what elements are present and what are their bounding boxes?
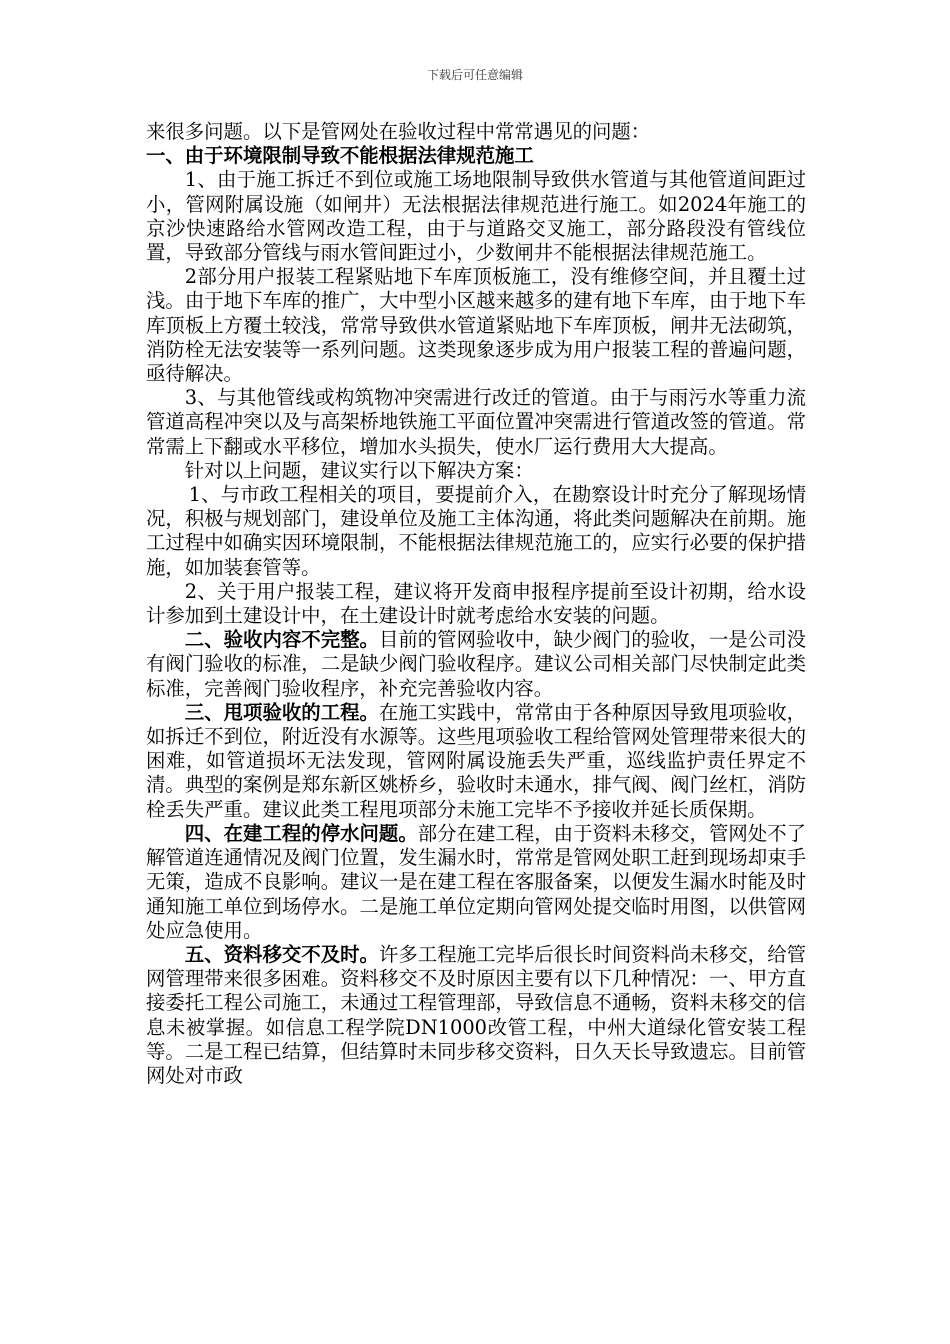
paragraph-text: 在施工实践中，常常由于各种原因导致甩项验收，如拆迁不到位，附近没有水源等。这些甩项验收工程给管网处管理带来很大的困难，如管道损坏无法发现，管网附属设施丢失严重，巡线监护责任界定不清。典型的案例是郑东新区姚桥乡，验收时未通水，排气阀、阀门丝杠，消防栓丢失严重。建议此类工程甩项部分未施工完毕不予接收并延长质保期。 bbox=[146, 700, 807, 821]
paragraph: 来很多问题。以下是管网处在验收过程中常常遇见的问题： bbox=[146, 120, 651, 143]
paragraph: 2部分用户报装工程紧贴地下车库顶板施工，没有维修空间，并且覆土过浅。由于地下车库的推广，大中型小区越来越多的建有地下车库，由于地下车库顶板上方覆土较浅，常常导致供水管道紧贴地下车库顶板，闸井无法砌筑，消防栓无法安装等一系列问题。这类现象逐步成为用户报装工程的普遍问题，亟待解决。 bbox=[146, 265, 806, 386]
document-body bbox=[146, 120, 806, 1088]
paragraph bbox=[146, 822, 806, 943]
paragraph bbox=[146, 943, 806, 1088]
page-header: 下载后可任意编辑 bbox=[426, 68, 523, 82]
section-heading: 二、验收内容不完整。 bbox=[184, 628, 379, 652]
section-heading: 四、在建工程的停水问题。 bbox=[184, 821, 418, 845]
section-heading: 五、资料移交不及时。 bbox=[184, 942, 379, 966]
section-heading: 三、甩项验收的工程。 bbox=[184, 700, 379, 724]
paragraph-text: 许多工程施工完毕后很长时间资料尚未移交，给管网管理带来很多困难。资料移交不及时原因主要有以下几种情况：一、甲方直接委托工程公司施工，未通过工程管理部，导致信息不通畅，资料未移交的信息未被掌握。如信息工程学院DN1000改管工程，中州大道绿化管安装工程等。二是工程已结算，但结算时未同步移交资料，日久天长导致遗忘。目前管网处对市政 bbox=[146, 942, 807, 1087]
paragraph-text: 部分在建工程，由于资料未移交，管网处不了解管道连通情况及阀门位置，发生漏水时，常常是管网处职工赶到现场却束手无策，造成不良影响。建议一是在建工程在客服备案，以便发生漏水时能及时通知施工单位到场停水。二是施工单位定期向管网处提交临时用图，以供管网处应急使用。 bbox=[146, 821, 807, 942]
paragraph: 2、关于用户报装工程，建议将开发商申报程序提前至设计初期，给水设计参加到土建设计中，在土建设计时就考虑给水安装的问题。 bbox=[146, 579, 806, 628]
paragraph: 1、与市政工程相关的项目，要提前介入，在勘察设计时充分了解现场情况，积极与规划部门，建设单位及施工主体沟通，将此类问题解决在前期。施工过程中如确实因环境限制，不能根据法律规范施工的，应实行必要的保护措施，如加装套管等。 bbox=[146, 483, 806, 579]
paragraph-text: 目前的管网验收中，缺少阀门的验收，一是公司没有阀门验收的标准，二是缺少阀门验收程序。建议公司相关部门尽快制定此类标准，完善阀门验收程序，补充完善验收内容。 bbox=[146, 628, 807, 700]
paragraph: 1、由于施工拆迁不到位或施工场地限制导致供水管道与其他管道间距过小，管网附属设施（如闸井）无法根据法律规范进行施工。如2024年施工的京沙快速路给水管网改造工程，由于与道路交叉施工，部分路段没有管线位置，导致部分管线与雨水管间距过小，少数闸井不能根据法律规范施工。 bbox=[146, 168, 806, 265]
paragraph bbox=[146, 701, 806, 822]
paragraph: 针对以上问题，建议实行以下解决方案： bbox=[184, 458, 534, 482]
paragraph: 3、与其他管线或构筑物冲突需进行改迁的管道。由于与雨污水等重力流管道高程冲突以及与高架桥地铁施工平面位置冲突需进行管道改签的管道。常常需上下翻或水平移位，增加水头损失，使水厂运行费用大大提高。 bbox=[146, 386, 806, 458]
paragraph bbox=[146, 628, 806, 701]
section-heading: 一、由于环境限制导致不能根据法律规范施工 bbox=[146, 144, 534, 168]
